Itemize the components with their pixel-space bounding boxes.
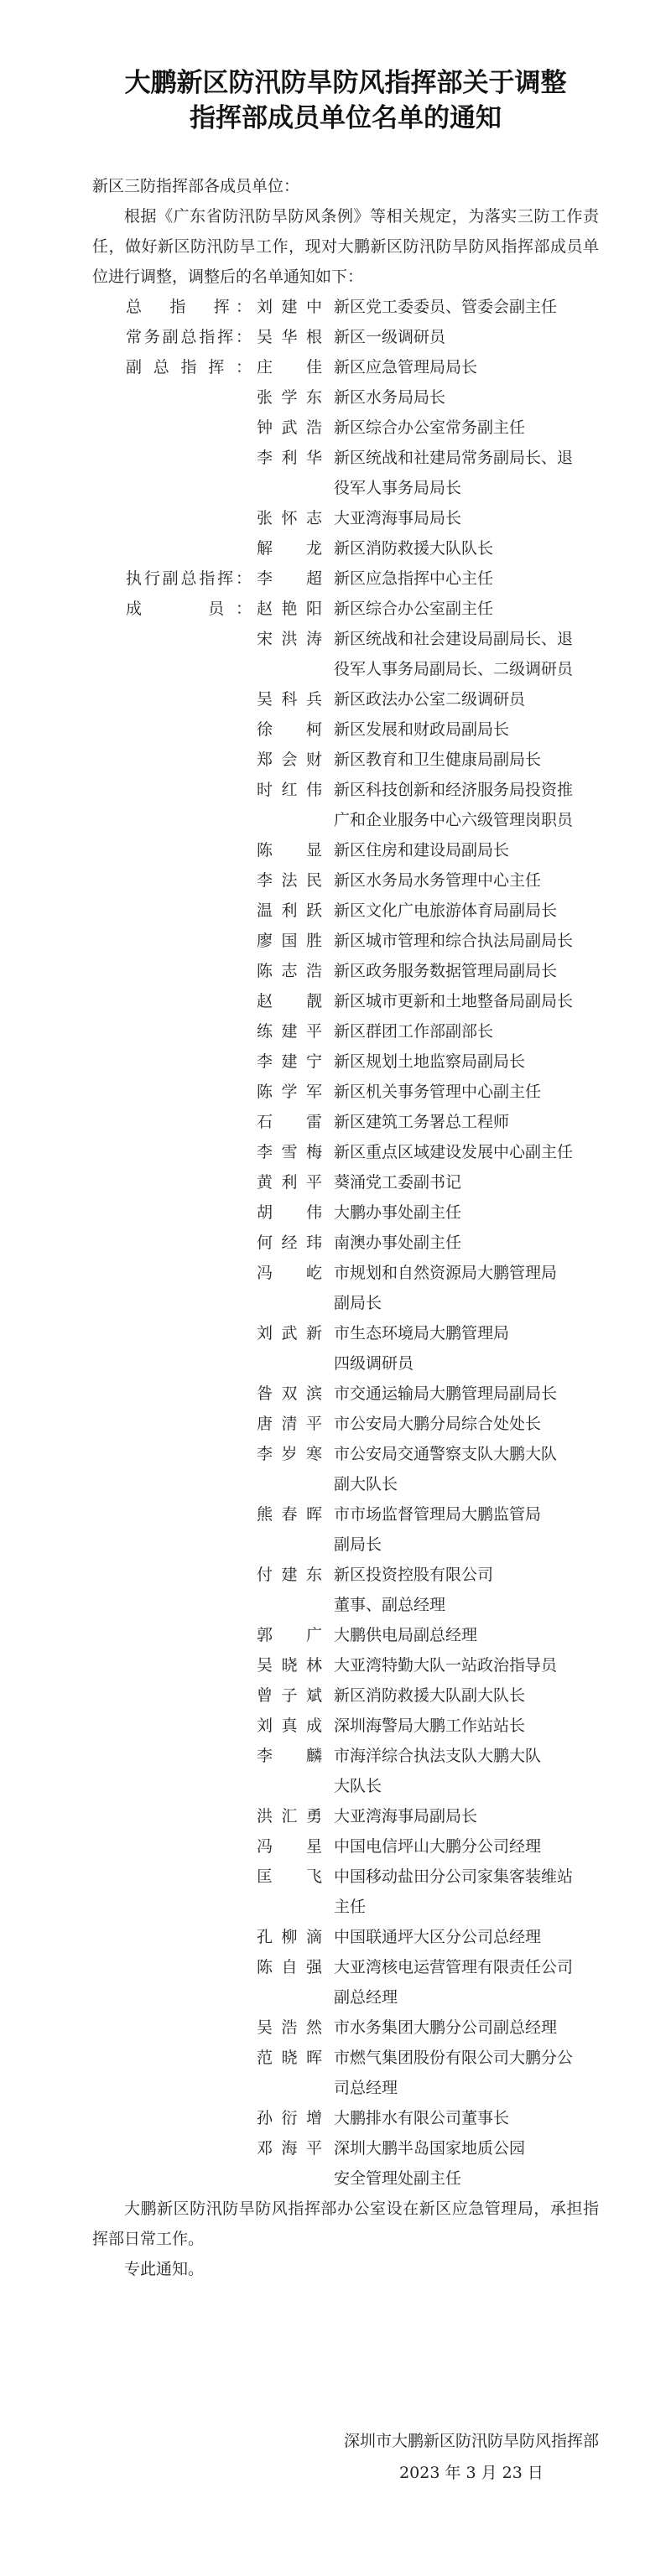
member-row xyxy=(92,1499,599,1560)
member-name: 何经玮 xyxy=(257,1233,322,1252)
member-unit-line: 新区综合办公室副主任 xyxy=(334,600,494,618)
member-name: 陈 显 xyxy=(257,841,322,860)
member-unit-line: 广和企业服务中心六级管理岗职员 xyxy=(334,811,574,829)
member-unit xyxy=(334,1711,599,1741)
member-name: 郑会财 xyxy=(257,750,322,769)
member-row xyxy=(92,1560,599,1620)
member-unit xyxy=(334,1801,599,1831)
member-unit-line: 大鹏办事处副主任 xyxy=(334,1203,462,1222)
member-row xyxy=(92,1197,599,1228)
signature-date: 2023 年 3 月 23 日 xyxy=(399,2464,544,2482)
member-role: 成 员： xyxy=(126,600,252,618)
member-unit xyxy=(334,2043,599,2103)
member-row xyxy=(92,1077,599,1107)
member-unit-line: 新区投资控股有限公司 xyxy=(334,1566,494,1584)
member-unit-line: 新区政务服务数据管理局副局长 xyxy=(334,962,558,980)
member-unit-line: 新区消防救援大队队长 xyxy=(334,539,494,558)
member-unit-line: 新区建筑工务署总工程师 xyxy=(334,1113,510,1131)
member-row xyxy=(92,1439,599,1499)
member-unit-line: 新区应急指挥中心主任 xyxy=(334,569,494,588)
member-unit-line: 新区统战和社会建设局副局长、退 xyxy=(334,630,574,648)
member-name: 徐 柯 xyxy=(257,720,322,739)
member-name: 宋洪涛 xyxy=(257,630,322,648)
member-name: 赵艳阳 xyxy=(257,600,322,618)
member-unit-line: 安全管理处副主任 xyxy=(334,2169,462,2188)
member-unit-line: 新区消防救援大队副大队长 xyxy=(334,1686,526,1705)
member-unit xyxy=(334,503,599,533)
member-row xyxy=(92,1831,599,1862)
member-row xyxy=(92,292,599,322)
member-row xyxy=(92,775,599,835)
intro-paragraph: 根据《广东省防汛防旱防风条例》等相关规定，为落实三防工作责任，做好新区防汛防旱工作，现对大鹏新区防汛防旱防风指挥部成员单位进行调整，调整后的名单通知如下： xyxy=(92,207,599,286)
member-name: 时红伟 xyxy=(257,781,322,799)
member-unit xyxy=(334,896,599,926)
member-row xyxy=(92,2103,599,2133)
member-name: 温利跃 xyxy=(257,901,322,920)
member-name: 孙衍增 xyxy=(257,2109,322,2127)
member-role: 执行副总指挥： xyxy=(126,569,252,588)
member-unit xyxy=(334,292,599,322)
member-name: 张怀志 xyxy=(257,509,322,527)
member-unit-line: 副总经理 xyxy=(334,1988,398,2007)
member-unit-line: 市公安局交通警察支队大鹏大队 xyxy=(334,1445,558,1463)
member-row xyxy=(92,503,599,533)
member-unit-line: 大鹏排水有限公司董事长 xyxy=(334,2109,510,2127)
member-row xyxy=(92,1258,599,1318)
member-row xyxy=(92,443,599,503)
member-name: 陈志浩 xyxy=(257,962,322,980)
member-name: 付建东 xyxy=(257,1566,322,1584)
member-name: 石 雷 xyxy=(257,1113,322,1131)
member-name: 唐清平 xyxy=(257,1415,322,1433)
member-unit xyxy=(334,956,599,986)
member-name: 邓海平 xyxy=(257,2139,322,2158)
member-unit-line: 大队长 xyxy=(334,1777,382,1795)
member-row xyxy=(92,352,599,382)
member-name: 廖国胜 xyxy=(257,932,322,950)
member-unit-line: 主任 xyxy=(334,1898,367,1916)
member-unit xyxy=(334,2012,599,2043)
member-row xyxy=(92,986,599,1016)
member-unit-line: 大亚湾海事局局长 xyxy=(334,509,462,527)
member-unit-line: 市水务集团大鹏分公司副总经理 xyxy=(334,2018,558,2037)
member-unit xyxy=(334,1862,599,1922)
member-unit-line: 中国移动盐田分公司家集客装维站 xyxy=(334,1867,574,1886)
member-name: 李雪梅 xyxy=(257,1143,322,1161)
member-name: 李 麟 xyxy=(257,1747,322,1765)
member-role: 总 指 挥： xyxy=(126,298,252,316)
member-role: 副总指挥： xyxy=(126,358,252,377)
member-row xyxy=(92,1922,599,1952)
member-name: 熊春晖 xyxy=(257,1505,322,1524)
member-unit-line: 新区文化广电旅游体育局副局长 xyxy=(334,901,558,920)
member-unit xyxy=(334,1439,599,1499)
member-unit xyxy=(334,684,599,714)
member-unit xyxy=(334,1137,599,1167)
member-unit-line: 副局长 xyxy=(334,1535,382,1554)
member-unit-line: 市燃气集团股份有限公司大鹏分公 xyxy=(334,2049,574,2067)
member-row xyxy=(92,594,599,624)
member-row xyxy=(92,1801,599,1831)
member-unit-line: 新区党工委委员、管委会副主任 xyxy=(334,298,558,316)
member-name: 赵 靓 xyxy=(257,992,322,1010)
member-unit xyxy=(334,1046,599,1077)
member-name: 李建宁 xyxy=(257,1052,322,1071)
member-name: 洪汇勇 xyxy=(257,1807,322,1826)
member-unit-line: 役军人事务局局长 xyxy=(334,479,462,497)
title-line-2: 指挥部成员单位名单的通知 xyxy=(190,103,502,133)
member-row xyxy=(92,684,599,714)
member-unit-line: 新区重点区域建设发展中心副主任 xyxy=(334,1143,574,1161)
member-unit xyxy=(334,1560,599,1620)
member-unit-line: 大亚湾海事局副局长 xyxy=(334,1807,478,1826)
member-row xyxy=(92,564,599,594)
member-row xyxy=(92,1016,599,1046)
member-row xyxy=(92,624,599,684)
member-unit xyxy=(334,1228,599,1258)
member-row xyxy=(92,1318,599,1379)
member-name: 李 超 xyxy=(257,569,322,588)
member-name: 李岁寒 xyxy=(257,1445,322,1463)
member-unit-line: 深圳海警局大鹏工作站站长 xyxy=(334,1716,526,1735)
member-unit-line: 深圳大鹏半岛国家地质公园 xyxy=(334,2139,526,2158)
member-unit-line: 董事、副总经理 xyxy=(334,1596,446,1614)
member-row xyxy=(92,1137,599,1167)
member-unit xyxy=(334,1016,599,1046)
member-unit xyxy=(334,1831,599,1862)
member-row xyxy=(92,926,599,956)
salutation: 新区三防指挥部各成员单位： xyxy=(92,177,300,195)
document-title xyxy=(92,65,599,136)
member-unit-line: 市公安局大鹏分局综合处处长 xyxy=(334,1415,542,1433)
member-name: 吴晓林 xyxy=(257,1656,322,1675)
member-unit-line: 新区教育和卫生健康局副局长 xyxy=(334,750,542,769)
member-row xyxy=(92,1620,599,1650)
member-unit-line: 中国联通坪大区分公司总经理 xyxy=(334,1928,542,1946)
member-name: 孔柳滴 xyxy=(257,1928,322,1946)
member-name: 冯 屹 xyxy=(257,1264,322,1282)
member-row xyxy=(92,896,599,926)
member-unit-line: 市生态环境局大鹏管理局 xyxy=(334,1324,510,1343)
member-name: 吴科兵 xyxy=(257,690,322,709)
member-name: 郭 广 xyxy=(257,1626,322,1644)
member-unit-line: 司总经理 xyxy=(334,2079,398,2097)
member-unit-line: 新区发展和财政局副局长 xyxy=(334,720,510,739)
member-unit-line: 大亚湾核电运营管理有限责任公司 xyxy=(334,1958,574,1976)
member-name: 陈自强 xyxy=(257,1958,322,1976)
member-unit xyxy=(334,835,599,865)
member-unit-line: 大亚湾特勤大队一站政治指导员 xyxy=(334,1656,558,1675)
member-unit xyxy=(334,1318,599,1379)
member-unit-line: 市规划和自然资源局大鹏管理局 xyxy=(334,1264,558,1282)
member-unit xyxy=(334,1499,599,1560)
member-unit xyxy=(334,624,599,684)
member-unit-line: 市交通运输局大鹏管理局副局长 xyxy=(334,1384,558,1403)
member-row xyxy=(92,1167,599,1197)
closing-line: 专此通知。 xyxy=(124,2260,205,2278)
member-unit xyxy=(334,382,599,413)
member-unit-line: 新区住房和建设局副局长 xyxy=(334,841,510,860)
member-unit-line: 新区综合办公室常务副主任 xyxy=(334,418,526,437)
member-row xyxy=(92,1409,599,1439)
member-unit xyxy=(334,1620,599,1650)
member-unit xyxy=(334,1379,599,1409)
member-unit xyxy=(334,775,599,835)
signature-org: 深圳市大鹏新区防汛防旱防风指挥部 xyxy=(343,2432,599,2450)
member-unit-line: 副局长 xyxy=(334,1294,382,1312)
member-row xyxy=(92,1046,599,1077)
member-unit xyxy=(334,594,599,624)
member-row xyxy=(92,322,599,352)
member-unit xyxy=(334,1922,599,1952)
member-name: 解 龙 xyxy=(257,539,322,558)
member-name: 昝双滨 xyxy=(257,1384,322,1403)
member-unit xyxy=(334,1107,599,1137)
member-list xyxy=(92,292,599,2194)
member-row xyxy=(92,533,599,564)
member-name: 练建平 xyxy=(257,1022,322,1041)
member-row xyxy=(92,1711,599,1741)
member-row xyxy=(92,382,599,413)
member-unit xyxy=(334,1167,599,1197)
member-name: 胡 伟 xyxy=(257,1203,322,1222)
member-name: 陈学军 xyxy=(257,1083,322,1101)
member-unit xyxy=(334,2103,599,2133)
member-unit-line: 中国电信坪山大鹏分公司经理 xyxy=(334,1837,542,1856)
member-name: 刘建中 xyxy=(257,298,322,316)
member-unit-line: 新区群团工作部副部长 xyxy=(334,1022,494,1041)
member-row xyxy=(92,1107,599,1137)
member-row xyxy=(92,714,599,745)
member-unit-line: 新区一级调研员 xyxy=(334,328,446,346)
member-unit-line: 副大队长 xyxy=(334,1475,398,1493)
member-row xyxy=(92,1680,599,1711)
member-row xyxy=(92,2133,599,2194)
member-unit-line: 新区城市管理和综合执法局副局长 xyxy=(334,932,574,950)
member-unit xyxy=(334,413,599,443)
member-unit xyxy=(334,564,599,594)
member-row xyxy=(92,2043,599,2103)
member-unit xyxy=(334,1409,599,1439)
member-name: 匡 飞 xyxy=(257,1867,322,1886)
member-row xyxy=(92,1650,599,1680)
member-unit-line: 新区科技创新和经济服务局投资推 xyxy=(334,781,574,799)
member-unit-line: 新区政法办公室二级调研员 xyxy=(334,690,526,709)
member-name: 范晓晖 xyxy=(257,2049,322,2067)
member-unit xyxy=(334,1741,599,1801)
member-unit-line: 新区规划土地监察局副局长 xyxy=(334,1052,526,1071)
member-unit-line: 南澳办事处副主任 xyxy=(334,1233,462,1252)
member-row xyxy=(92,413,599,443)
member-unit-line: 市海洋综合执法支队大鹏大队 xyxy=(334,1747,542,1765)
member-name: 冯 星 xyxy=(257,1837,322,1856)
member-unit xyxy=(334,986,599,1016)
member-unit xyxy=(334,533,599,564)
title-line-1: 大鹏新区防汛防旱防风指挥部关于调整 xyxy=(124,68,567,98)
member-unit xyxy=(334,1680,599,1711)
member-unit xyxy=(334,926,599,956)
member-unit-line: 役军人事务局副局长、二级调研员 xyxy=(334,660,574,678)
member-unit xyxy=(334,1077,599,1107)
member-unit xyxy=(334,1258,599,1318)
member-name: 吴华根 xyxy=(257,328,322,346)
signature-block xyxy=(344,2425,599,2489)
member-row xyxy=(92,956,599,986)
member-name: 吴浩然 xyxy=(257,2018,322,2037)
member-unit-line: 新区应急管理局局长 xyxy=(334,358,478,377)
member-role: 常务副总指挥： xyxy=(126,328,252,346)
member-unit-line: 新区城市更新和土地整备局副局长 xyxy=(334,992,574,1010)
member-unit xyxy=(334,1650,599,1680)
office-note: 大鹏新区防汛防旱防风指挥部办公室设在新区应急管理局，承担指挥部日常工作。 xyxy=(92,2199,599,2248)
member-unit xyxy=(334,714,599,745)
member-name: 黄利平 xyxy=(257,1173,322,1192)
member-name: 刘真成 xyxy=(257,1716,322,1735)
member-row xyxy=(92,2012,599,2043)
member-name: 张学东 xyxy=(257,388,322,407)
member-row xyxy=(92,745,599,775)
member-name: 庄 佳 xyxy=(257,358,322,377)
member-unit-line: 新区水务局水务管理中心主任 xyxy=(334,871,542,890)
member-row xyxy=(92,1379,599,1409)
member-unit xyxy=(334,443,599,503)
member-row xyxy=(92,835,599,865)
member-unit xyxy=(334,1197,599,1228)
member-name: 李利华 xyxy=(257,449,322,467)
member-row xyxy=(92,865,599,896)
member-row xyxy=(92,1741,599,1801)
member-name: 钟武浩 xyxy=(257,418,322,437)
member-unit xyxy=(334,1952,599,2012)
member-unit-line: 葵涌党工委副书记 xyxy=(334,1173,462,1192)
member-unit xyxy=(334,2133,599,2194)
member-name: 曾子斌 xyxy=(257,1686,322,1705)
member-unit xyxy=(334,865,599,896)
member-row xyxy=(92,1862,599,1922)
member-unit xyxy=(334,322,599,352)
member-unit xyxy=(334,352,599,382)
member-unit-line: 四级调研员 xyxy=(334,1354,414,1373)
member-unit-line: 新区统战和社建局常务副局长、退 xyxy=(334,449,574,467)
member-unit-line: 大鹏供电局副总经理 xyxy=(334,1626,478,1644)
member-row xyxy=(92,1952,599,2012)
member-name: 李法民 xyxy=(257,871,322,890)
member-unit-line: 新区水务局局长 xyxy=(334,388,446,407)
member-unit xyxy=(334,745,599,775)
member-unit-line: 市市场监督管理局大鹏监管局 xyxy=(334,1505,542,1524)
member-name: 刘武新 xyxy=(257,1324,322,1343)
member-row xyxy=(92,1228,599,1258)
member-unit-line: 新区机关事务管理中心副主任 xyxy=(334,1083,542,1101)
